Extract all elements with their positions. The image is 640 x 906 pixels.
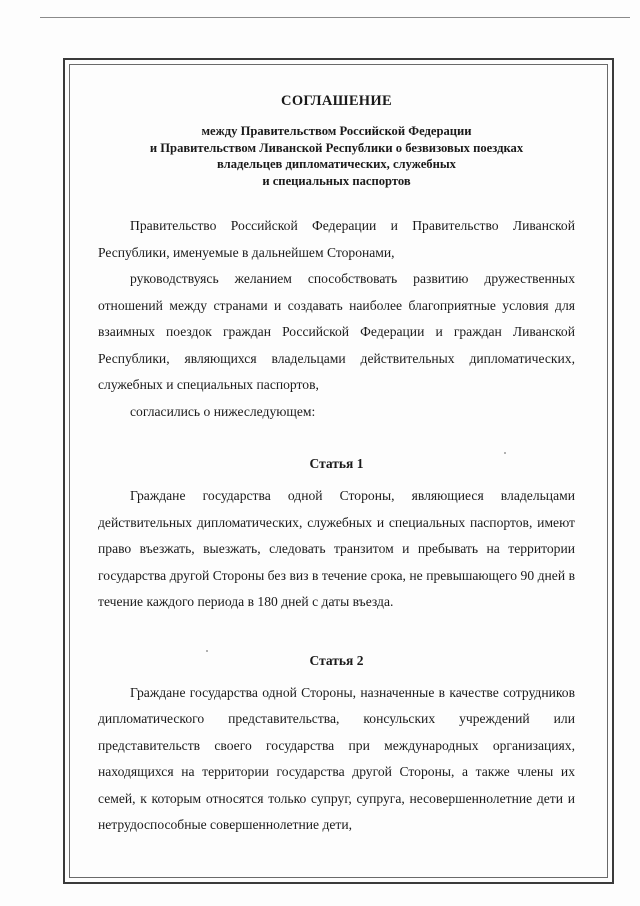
preamble-paragraph: Правительство Российской Федерации и Правительство Ливанской Республики, именуемые в дальнейшем Сторонами, [98, 218, 575, 260]
subtitle-line: и Правительством Ливанской Республики о безвизовых поездках [149, 140, 524, 155]
subtitle-line: и специальных паспортов [262, 173, 411, 188]
article-heading: Статья 1 [309, 456, 364, 471]
article-heading: Статья 2 [309, 652, 364, 668]
article-text: Граждане государства одной Стороны, являющиеся владельцами действительных дипломатических, служебных и специальных паспортов, имеют право въезжать, выезжать, следовать транзитом и пребывать на территории государства другой Стороны без виз в течение срока, не превышающего 90 дней в течение каждого периода в 180 дней с даты въезда. [98, 488, 575, 609]
preamble-paragraph: согласились о нижеследующем: [130, 403, 316, 419]
document-subtitle [98, 123, 575, 189]
preamble-paragraph: руководствуясь желанием способствовать развитию дружественных отношений между странами и создавать наиболее благоприятные условия для взаимных поездок граждан Российской Федерации и граждан Ливанской Республики, являющихся владельцами действительных дипломатических, служебных и специальных паспортов, [98, 271, 575, 392]
article-text: Граждане государства одной Стороны, назначенные в качестве сотрудников дипломатического представительства, консульских учреждений или представительств своего государства при международных организациях, находящихся на территории государства другой Стороны, а также члены их семей, к которым относятся только супруг, супруга, несовершеннолетние дети и нетрудоспособные совершеннолетние дети, [98, 684, 575, 832]
document-body [98, 92, 575, 839]
scan-edge-line [40, 17, 630, 18]
document-title: СОГЛАШЕНИЕ [281, 93, 392, 109]
subtitle-line: между Правительством Российской Федерации [201, 124, 472, 138]
subtitle-line: владельцев дипломатических, служебных [217, 157, 456, 171]
